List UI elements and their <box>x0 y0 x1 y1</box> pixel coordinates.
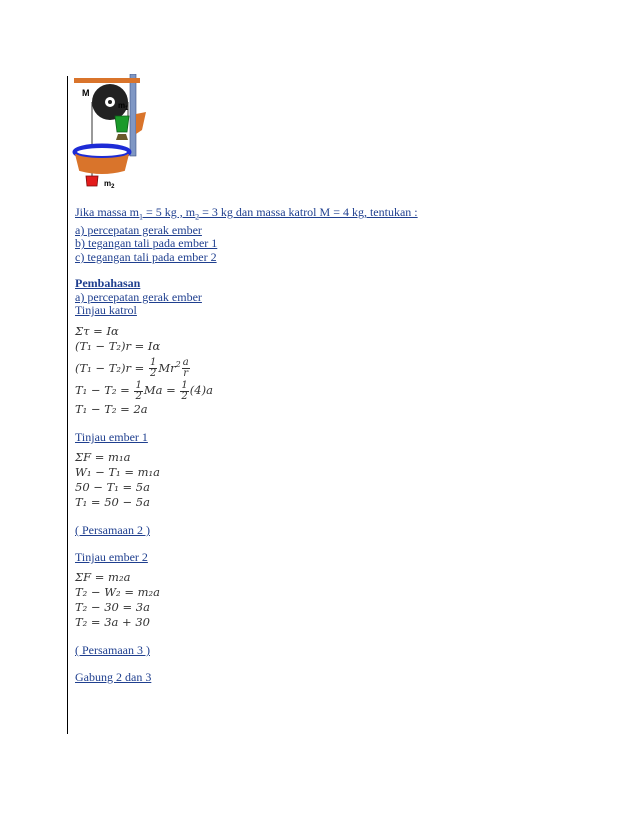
katrol-title[interactable]: Tinjau katrol <box>75 303 137 318</box>
persamaan-3-label[interactable]: ( Persamaan 3 ) <box>75 643 150 658</box>
bucket-m2 <box>86 176 98 186</box>
solution-heading[interactable]: Pembahasan <box>75 276 141 291</box>
equation: T₁ − T₂ = 2a <box>75 401 148 416</box>
gabung-label[interactable]: Gabung 2 dan 3 <box>75 669 152 684</box>
katrol-equations <box>75 324 615 417</box>
question-b[interactable]: b) tegangan tali pada ember 1 <box>75 236 218 251</box>
svg-text:M: M <box>82 88 90 98</box>
given-line: Jika massa $m_1 = 5$ kg , $m_2 = 3$ kg dan massa katrol M = 4 kg, tentukan : <box>75 205 418 222</box>
svg-text:m1: $m_1$ <box>118 101 129 112</box>
solution-part-a[interactable]: a) percepatan gerak ember <box>75 289 202 304</box>
equation: Στ = Iα <box>75 323 119 338</box>
ember2-title[interactable]: Tinjau ember 2 <box>75 549 148 564</box>
svg-text:m2: $m_2$ <box>104 179 115 190</box>
equation: T₂ − W₂ = m₂a <box>75 585 160 600</box>
equation: T₁ − T₂ = $\frac{1}{2}$ Ma = $\frac{1}{2}$ (4)a <box>75 379 213 402</box>
persamaan-2-label[interactable]: ( Persamaan 2 ) <box>75 523 150 538</box>
equation: 50 − T₁ = 5a <box>75 480 150 495</box>
margin-rule <box>67 76 68 734</box>
document-content <box>75 206 615 684</box>
equation: T₂ = 3a + 30 <box>75 615 150 630</box>
equation: W₁ − T₁ = m₁a <box>75 465 160 480</box>
question-c[interactable]: c) tegangan tali pada ember 2 <box>75 249 217 264</box>
equation: ΣF = m₂a <box>75 570 131 585</box>
equation: (T₁ − T₂)r = $\frac{1}{2}$ Mr$^2$ $\frac{a}{r}$ <box>75 357 189 380</box>
bucket-m1 <box>115 116 129 132</box>
ember1-title[interactable]: Tinjau ember 1 <box>75 429 148 444</box>
equation: (T₁ − T₂)r = Iα <box>75 338 161 353</box>
ember2-equations <box>75 570 615 630</box>
equation: ΣF = m₁a <box>75 450 131 465</box>
equation: T₁ = 50 − 5a <box>75 495 150 510</box>
question-a[interactable]: a) percepatan gerak ember <box>75 222 202 237</box>
equation: T₂ − 30 = 3a <box>75 600 150 615</box>
ember1-equations <box>75 450 615 510</box>
pulley-well-figure <box>72 74 152 192</box>
